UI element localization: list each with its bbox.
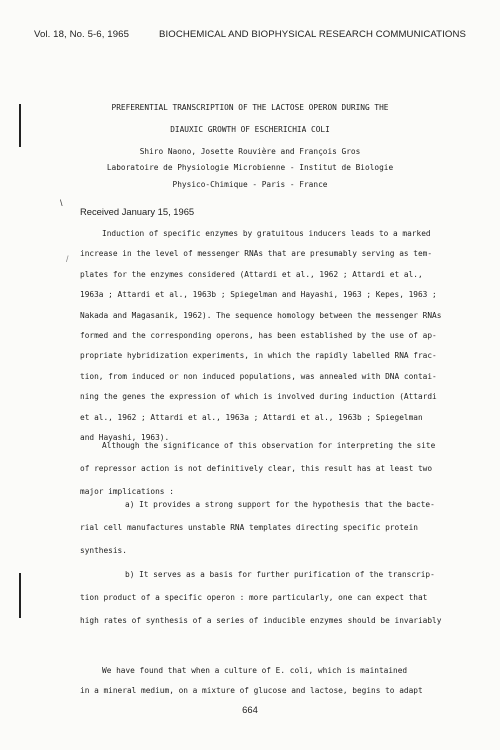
text-line: propriate hybridization experiments, in which the rapidly labelled RNA frac- [80,351,437,361]
text-line: increase in the level of messenger RNAs that are presumably serving as tem- [80,249,433,259]
article-title-line-1: PREFERENTIAL TRANSCRIPTION OF THE LACTOSE OPERON DURING THE [111,103,389,112]
text-line: high rates of synthesis of a series of inducible enzymes should be invariably [80,616,442,625]
text-line: plates for the enzymes considered (Attardi et al., 1962 ; Attardi et al., [80,269,423,279]
journal-name: BIOCHEMICAL AND BIOPHYSICAL RESEARCH COMMUNICATIONS [159,29,466,40]
text-line: and Hayashi, 1963). [80,433,170,442]
margin-bar-bottom [19,573,21,618]
text-line: of repressor action is not definitively clear, this result has at least two [80,464,433,473]
text-line: et al., 1962 ; Attardi et al., 1963a ; Attardi et al., 1963b ; Spiegelman [80,412,423,422]
running-header [34,29,466,40]
text-line: ning the genes the expression of which is involved during induction (Attardi [80,392,437,402]
received-date: Received January 15, 1965 [80,206,195,217]
margin-mark-faint: / [66,254,69,264]
text-line: Induction of specific enzymes by gratuitous inducers leads to a marked [102,229,431,238]
text-line: tion, from induced or non induced populations, was annealed with DNA contai- [80,371,437,381]
volume-info: Vol. 18, No. 5-6, 1965 [34,29,130,40]
text-line: tion product of a specific operon : more particularly, one can expect that [80,593,428,602]
text-line: synthesis. [80,546,127,555]
text-line: rial cell manufactures unstable RNA templates directing specific protein [80,523,418,532]
text-line: Although the significance of this observation for interpreting the site [102,441,436,450]
article-title-line-2: DIAUXIC GROWTH OF ESCHERICHIA COLI [170,125,330,134]
text-line: b) It serves as a basis for further purification of the transcrip- [125,570,435,579]
text-line: Nakada and Magasanik, 1962). The sequence homology between the messenger RNAs [80,310,442,320]
margin-mark: \ [60,198,63,208]
text-line: formed and the corresponding operons, has been established by the use of ap- [80,331,437,340]
affiliation-line-1: Laboratoire de Physiologie Microbienne - Institut de Biologie [106,163,394,172]
text-line: 1963a ; Attardi et al., 1963b ; Spiegelman and Hayashi, 1963 ; Kepes, 1963 ; [80,290,437,300]
text-line: a) It provides a strong support for the hypothesis that the bacte- [125,500,435,509]
text-line: in a mineral medium, on a mixture of glucose and lactose, begins to adapt [80,686,423,695]
affiliation-line-2: Physico-Chimique - Paris - France [172,180,328,189]
text-line: major implications : [80,487,174,496]
text-line: We have found that when a culture of E. coli, which is maintained [102,666,408,675]
page-number: 664 [242,704,258,715]
authors: Shiro Naono, Josette Rouvière and François Gros [139,147,361,156]
